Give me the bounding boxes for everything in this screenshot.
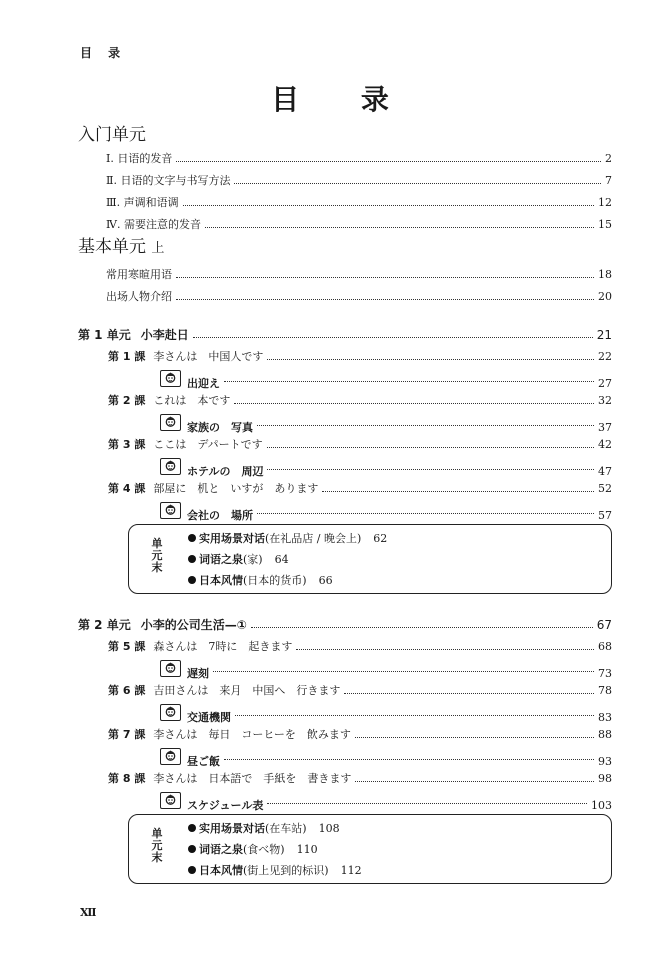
page-number-ref: 7 [605,174,612,187]
sub-lesson-entry[interactable] [160,660,612,680]
character-icon [160,704,181,721]
unit-end-item-page: 110 [296,842,318,856]
unit-end-label: 单元末 [151,827,163,864]
lesson-label: 第 4 課 [108,482,146,495]
toc-entry-label: Ⅳ. 需要注意的发音 [106,218,201,231]
leader-dots [234,403,594,404]
sub-lesson-title: 会社の 場所 [187,509,253,522]
character-icon [160,370,181,387]
unit-end-item[interactable] [188,862,362,878]
page-number-ref: 18 [598,268,612,281]
page-number-ref: 67 [596,618,612,632]
lesson-label: 第 2 課 [108,394,146,407]
bullet-icon [188,576,196,584]
lesson-entry[interactable] [108,436,612,451]
leader-dots [193,337,593,338]
lesson-label: 第 8 課 [108,772,146,785]
unit-title: 小李的公司生活—① [140,618,247,632]
unit-end-item-page: 66 [318,573,333,587]
toc-entry-label: Ⅱ. 日语的文字与书写方法 [106,174,231,187]
sub-lesson-entry[interactable] [160,370,612,390]
unit-end-item[interactable] [188,572,333,588]
page-number-ref: 42 [598,438,612,451]
character-icon [160,792,181,809]
unit-end-item-detail: (家) [243,553,263,566]
page-number-ref: 20 [598,290,612,303]
page-number-ref: 73 [598,667,612,680]
sub-lesson-title: 家族の 写真 [187,421,253,434]
leader-dots [267,359,594,360]
toc-entry-label: Ⅲ. 声调和语调 [106,196,179,209]
leader-dots [224,381,594,382]
bullet-icon [188,866,196,874]
bullet-icon [188,555,196,563]
unit-entry[interactable] [78,326,612,341]
character-icon [160,748,181,765]
lesson-title: 吉田さんは 来月 中国へ 行きます [153,684,341,697]
lesson-entry[interactable] [108,726,612,741]
sub-lesson-title: 遅刻 [187,667,209,680]
toc-entry-label: Ⅰ. 日语的发音 [106,152,173,165]
unit-end-item-title: 词语之泉 [199,843,243,856]
leader-dots [257,513,594,514]
unit-end-label: 单元末 [151,537,163,574]
lesson-title: ここは デパートです [153,438,263,451]
toc-entry-label: 出场人物介绍 [106,290,172,303]
lesson-label: 第 5 課 [108,640,146,653]
lesson-label: 第 3 課 [108,438,146,451]
character-icon [160,660,181,677]
lesson-title: 李さんは 中国人です [153,350,264,363]
sub-lesson-title: スケジュール表 [187,799,264,812]
leader-dots [267,447,594,448]
bullet-icon [188,845,196,853]
page-number-ref: 93 [598,755,612,768]
unit-end-item[interactable] [188,841,318,857]
lesson-entry[interactable] [108,392,612,407]
page-title: 目 录 [271,83,415,116]
unit-end-item-title: 日本风情 [199,864,243,877]
sub-lesson-entry[interactable] [160,458,612,478]
unit-end-item-title: 实用场景对话 [199,532,265,545]
page-number-ref: 37 [598,421,612,434]
sub-lesson-title: ホテルの 周辺 [187,465,264,478]
page-number-ref: 88 [598,728,612,741]
leader-dots [257,425,594,426]
unit-end-item-page: 62 [373,531,388,545]
toc-entry[interactable] [106,172,612,187]
running-header: 目 录 [80,46,127,60]
unit-title: 小李赴日 [140,328,189,342]
sub-lesson-title: 昼ご飯 [187,755,220,768]
leader-dots [355,737,594,738]
toc-entry[interactable] [106,216,612,231]
sub-lesson-title: 出迎え [187,377,220,390]
lesson-title: 森さんは 7時に 起きます [153,640,293,653]
leader-dots [176,161,601,162]
character-icon [160,414,181,431]
unit-end-item[interactable] [188,820,340,836]
sub-lesson-entry[interactable] [160,748,612,768]
page-number-ref: 52 [598,482,612,495]
page-number-ref: 57 [598,509,612,522]
unit-end-item-page: 112 [340,863,362,877]
leader-dots [176,277,594,278]
leader-dots [267,803,587,804]
toc-entry-label: 常用寒暄用语 [106,268,172,281]
character-icon [160,458,181,475]
page-number-ref: 21 [596,328,612,342]
page-number-ref: 2 [605,152,612,165]
lesson-label: 第 1 課 [108,350,146,363]
leader-dots [296,649,594,650]
leader-dots [355,781,594,782]
lesson-label: 第 6 課 [108,684,146,697]
unit-end-item-page: 108 [318,821,340,835]
basic-heading-suffix: 上 [151,241,165,256]
basic-heading [78,232,164,257]
leader-dots [235,715,594,716]
leader-dots [234,183,601,184]
basic-heading-text: 基本单元 [78,237,146,257]
unit-end-item-detail: (日本的货币) [243,574,307,587]
bullet-icon [188,534,196,542]
unit-label: 第 1 单元 [78,328,131,342]
bullet-icon [188,824,196,832]
sub-lesson-title: 交通機関 [187,711,231,724]
lesson-title: これは 本です [153,394,231,407]
leader-dots [183,205,594,206]
page-number-ref: 27 [598,377,612,390]
leader-dots [344,693,594,694]
lesson-entry[interactable] [108,682,612,697]
unit-end-item-detail: (在礼品店 / 晚会上) [265,532,362,545]
toc-entry[interactable] [106,194,612,209]
leader-dots [176,299,594,300]
page-number-ref: 98 [598,772,612,785]
sub-lesson-entry[interactable] [160,414,612,434]
toc-entry[interactable] [106,150,612,165]
leader-dots [267,469,594,470]
toc-entry[interactable] [106,266,612,281]
page-number-ref: 103 [591,799,612,812]
lesson-entry[interactable] [108,348,612,363]
sub-lesson-entry[interactable] [160,792,612,812]
unit-end-item-title: 日本风情 [199,574,243,587]
page-number-ref: 83 [598,711,612,724]
lesson-entry[interactable] [108,638,612,653]
lesson-entry[interactable] [108,480,612,495]
unit-end-item[interactable] [188,530,387,546]
lesson-title: 李さんは 毎日 コーヒーを 飲みます [153,728,351,741]
unit-end-item[interactable] [188,551,289,567]
leader-dots [251,627,593,628]
leader-dots [205,227,594,228]
page-number-ref: 32 [598,394,612,407]
unit-end-item-detail: (在车站) [265,822,307,835]
leader-dots [213,671,594,672]
unit-end-item-detail: (食べ物) [243,843,285,856]
unit-entry[interactable] [78,616,612,631]
leader-dots [224,759,594,760]
page-number-ref: 78 [598,684,612,697]
lesson-label: 第 7 課 [108,728,146,741]
page-number: Ⅻ [80,906,97,919]
unit-end-item-page: 64 [274,552,289,566]
page-number-ref: 47 [598,465,612,478]
page-number-ref: 12 [598,196,612,209]
unit-end-item-title: 词语之泉 [199,553,243,566]
lesson-title: 李さんは 日本語で 手紙を 書きます [153,772,352,785]
toc-entry[interactable] [106,288,612,303]
character-icon [160,502,181,519]
page-number-ref: 68 [598,640,612,653]
intro-heading: 入门单元 [78,125,146,145]
unit-label: 第 2 单元 [78,618,131,632]
page-number-ref: 15 [598,218,612,231]
unit-end-item-title: 实用场景对话 [199,822,265,835]
leader-dots [322,491,594,492]
page-number-ref: 22 [598,350,612,363]
lesson-title: 部屋に 机と いすが あります [153,482,319,495]
lesson-entry[interactable] [108,770,612,785]
sub-lesson-entry[interactable] [160,704,612,724]
sub-lesson-entry[interactable] [160,502,612,522]
unit-end-item-detail: (街上见到的标识) [243,864,329,877]
